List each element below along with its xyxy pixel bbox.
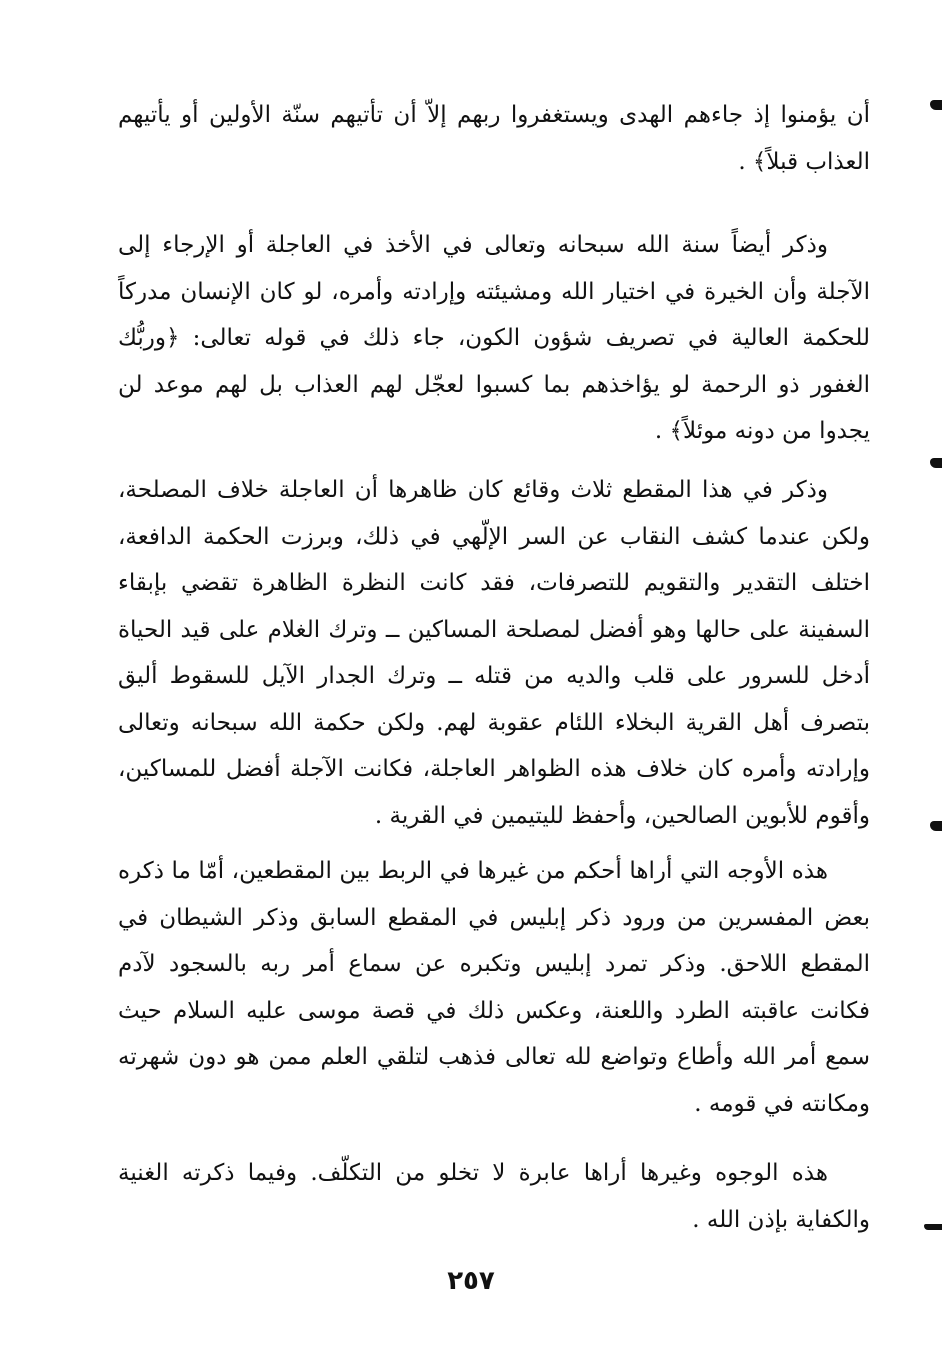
paragraph-2 [118,222,870,455]
paragraph-1-text: أن يؤمنوا إذ جاءهم الهدى ويستغفروا ربهم إلاّ أن تأتيهم سنّة الأولين أو يأتيهم العذاب قبلاً﴾ . [118,102,870,175]
paragraph-4 [118,848,870,1127]
paragraph-5-text: هذه الوجوه وغيرها أراها عابرة لا تخلو من التكلّف. وفيما ذكرته الغنية والكفاية بإذن الله . [118,1160,870,1233]
scan-edge-mark [930,821,942,831]
scan-edge-mark [924,1224,942,1230]
paragraph-5 [118,1150,870,1243]
scan-edge-mark [930,100,942,110]
page-number: ٢٥٧ [447,1266,495,1296]
scan-edge-mark [930,458,942,468]
paragraph-3-text: وذكر في هذا المقطع ثلاث وقائع كان ظاهرها أن العاجلة خلاف المصلحة، ولكن عندما كشف النقاب عن السر الإلّهي في ذلك، وبرزت الحكمة الدافعة، اختلف التقدير والتقويم للتصرفات، فقد كانت النظرة الظاهرة تقضي بإبقاء السفينة على حالها وهو أفضل لمصلحة المساكين ــ وترك الغلام على قيد الحياة أدخل للسرور على قلب والديه من قتله ــ وترك الجدار الآيل للسقوط أليق بتصرف أهل القرية البخلاء اللئام عقوبة لهم. ولكن حكمة الله سبحانه وتعالى وإرادته وأمره كان خلاف هذه الظواهر العاجلة، فكانت الآجلة أفضل للمساكين، وأقوم للأبوين الصالحين، وأحفظ لليتيمين في القرية . [118,477,870,829]
paragraph-4-text: هذه الأوجه التي أراها أحكم من غيرها في الربط بين المقطعين، أمّا ما ذكره بعض المفسرين من ورود ذكر إبليس في المقطع السابق وذكر الشيطان في المقطع اللاحق. وذكر تمرد إبليس وتكبره عن سماع أمر ربه بالسجود لآدم فكانت عاقبته الطرد واللعنة، وعكس ذلك في قصة موسى عليه السلام حيث سمع أمر الله وأطاع وتواضع لله تعالى فذهب لتلقي العلم ممن هو دون شهرته ومكانته في قومه . [118,858,870,1117]
paragraph-3 [118,467,870,839]
paragraph-2-text: وذكر أيضاً سنة الله سبحانه وتعالى في الأخذ في العاجلة أو الإرجاء إلى الآجلة وأن الخيرة في اختيار الله ومشيئته وإرادته وأمره، لو كان الإنسان مدركاً للحكمة العالية في تصريف شؤون الكون، جاء ذلك في قوله تعالى: ﴿وربُّك الغفور ذو الرحمة لو يؤاخذهم بما كسبوا لعجّل لهم العذاب بل لهم موعد لن يجدوا من دونه موئلاً﴾ . [118,232,870,444]
paragraph-1 [118,92,870,185]
